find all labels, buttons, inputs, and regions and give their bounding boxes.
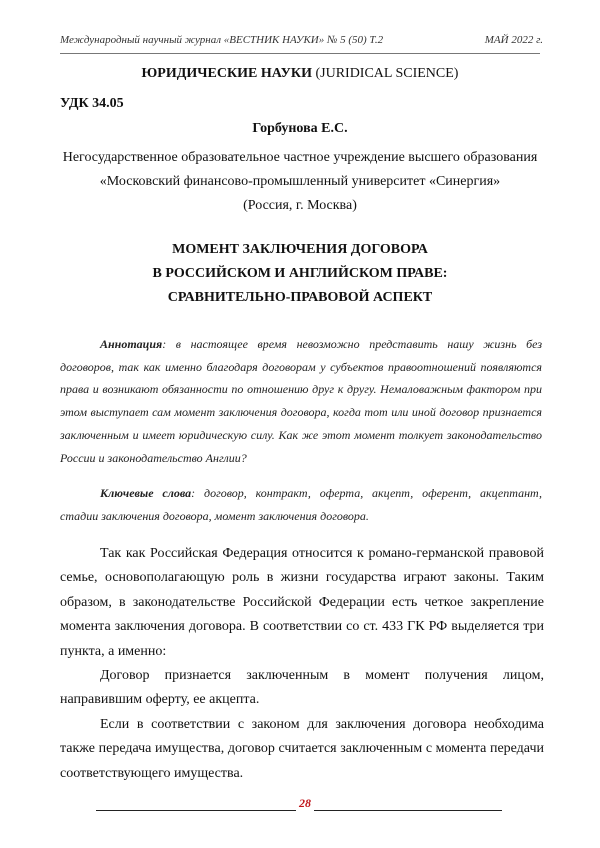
journal-title: Международный научный журнал «ВЕСТНИК НАУКИ» № 5 (50) Т.2 [60, 34, 384, 46]
page-number: 28 [299, 796, 311, 810]
section-heading [60, 66, 540, 82]
abstract [60, 333, 542, 469]
keywords-label: Ключевые слова [100, 486, 192, 500]
body-paragraph: Договор признается заключенным в момент получения лицом, направившим оферту, ее акцепта. [60, 668, 544, 708]
article-body [60, 542, 544, 786]
title-line: МОМЕНТ ЗАКЛЮЧЕНИЯ ДОГОВОРА [172, 242, 428, 257]
running-header [60, 34, 548, 46]
header-divider [60, 53, 540, 54]
body-paragraph: Так как Российская Федерация относится к романо-германской правовой семье, основополагающую роль в жизни государства играют законы. Таким образом, в законодательстве Российской Федерации есть четкое закрепление момента заключения договора. В соответствии со ст. 433 ГК РФ выделяется три пункта, а именно: [60, 546, 544, 659]
author-affiliation [20, 146, 580, 218]
title-line: В РОССИЙСКОМ И АНГЛИЙСКОМ ПРАВЕ: [152, 266, 448, 281]
keywords [60, 482, 542, 527]
title-line: СРАВНИТЕЛЬНО-ПРАВОВОЙ АСПЕКТ [167, 290, 433, 305]
footer-rule-left [96, 810, 296, 811]
body-paragraph: Если в соответствии с законом для заключения договора необходима также передача имущества, договор считается заключенным с момента передачи соответствующего имущества. [60, 716, 544, 781]
abstract-label: Аннотация [100, 337, 163, 351]
affiliation-line: «Московский финансово-промышленный университет «Синергия» [99, 174, 501, 189]
affiliation-line: (Россия, г. Москва) [243, 198, 357, 213]
keywords-text: : договор, контракт, оферта, акцепт, оферент, акцептант, стадии заключения договора, момент заключения договора. [60, 486, 542, 523]
abstract-text: : в настоящее время невозможно представить нашу жизнь без договоров, так как именно благодаря договорам у субъектов правоотношений появляются права и возникают обязанности по отношению друг к другу. Немаловажным фактором при этом выступает сам момент заключения договора, когда тот или иной договор признается заключенным и имеет юридическую силу. Как же этот момент толкует законодательство России и законодательство Англии? [60, 337, 542, 465]
section-title-ru: ЮРИДИЧЕСКИЕ НАУКИ [141, 66, 312, 81]
author-name: Горбунова Е.С. [252, 121, 348, 136]
issue-date: МАЙ 2022 г. [484, 34, 543, 46]
udc-code: УДК 34.05 [60, 96, 124, 111]
section-title-en: (JURIDICAL SCIENCE) [315, 66, 459, 81]
footer-rule-right [314, 810, 502, 811]
affiliation-line: Негосударственное образовательное частное учреждение высшего образования [62, 150, 538, 165]
article-title [60, 238, 540, 310]
